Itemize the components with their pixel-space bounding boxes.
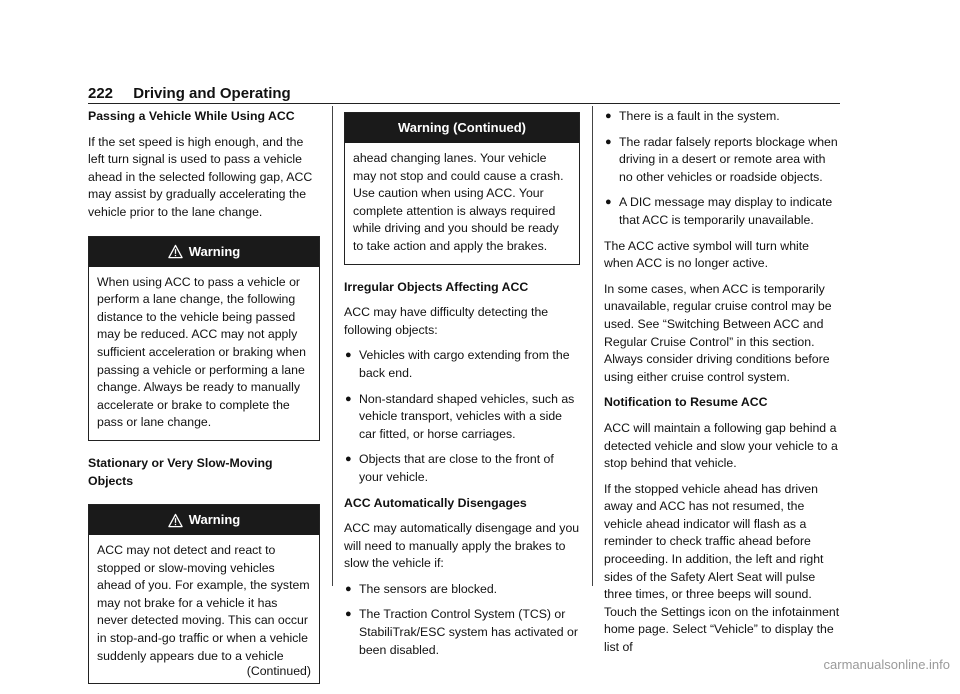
bullet-icon: ● (345, 608, 352, 621)
list-item (344, 606, 580, 659)
warning-title: Warning (188, 512, 241, 528)
continued-label: (Continued) (246, 664, 311, 679)
list-item-text: The Traction Control System (TCS) or StabiliTrak/ESC system has activated or been disabled. (359, 607, 578, 657)
bullet-icon: ● (605, 135, 612, 148)
list-item (344, 581, 580, 599)
paragraph-symbol: The ACC active symbol will turn white when ACC is no longer active. (604, 238, 810, 271)
list-item-text: A DIC message may display to indicate that ACC is temporarily unavailable. (619, 195, 833, 227)
warning-body (345, 143, 579, 264)
warning-title: Warning (Continued) (397, 120, 527, 135)
list-irregular (344, 347, 580, 486)
list-item (344, 347, 580, 382)
warning-triangle-icon (168, 513, 183, 528)
page-header (88, 84, 840, 104)
bullet-icon: ● (605, 110, 612, 122)
bullet-icon: ● (345, 453, 352, 466)
bullet-icon: ● (345, 582, 352, 595)
heading-irregular: Irregular Objects Affecting ACC (344, 279, 529, 294)
heading-notification: Notification to Resume ACC (604, 395, 768, 410)
heading-stationary: Stationary or Very Slow-Moving Objects (88, 455, 273, 488)
bullet-icon: ● (345, 392, 352, 405)
bullet-icon: ● (345, 349, 352, 362)
column-3 (604, 108, 840, 665)
list-item-text: There is a fault in the system. (619, 109, 780, 123)
list-item (604, 194, 840, 229)
warning-box-stationary (88, 504, 320, 684)
heading-passing: Passing a Vehicle While Using ACC (88, 109, 295, 123)
list-item-text: The radar falsely reports blockage when driving in a desert or remote area with no other vehicles or roadside objects. (619, 134, 838, 184)
warning-header (345, 113, 579, 143)
warning-triangle-icon (168, 244, 183, 259)
warning-body (89, 535, 319, 683)
bullet-icon: ● (605, 196, 612, 209)
list-item (344, 451, 580, 486)
warning-title: Warning (188, 243, 241, 259)
watermark: carmanualsonline.info (823, 657, 950, 672)
list-item (344, 391, 580, 444)
list-item-text: Vehicles with cargo extending from the back end. (359, 348, 570, 380)
list-item-text: Objects that are close to the front of your vehicle. (359, 452, 554, 484)
list-item-text: Non-standard shaped vehicles, such as vehicle transport, vehicles with a side car fitted, or horse carriages. (359, 391, 575, 441)
column-divider-1 (332, 106, 333, 586)
column-1 (88, 108, 320, 694)
paragraph-irregular: ACC may have difficulty detecting the following objects: (344, 305, 549, 337)
list-item (604, 108, 840, 126)
section-title: Driving and Operating (133, 85, 291, 102)
list-disengage (344, 581, 580, 659)
column-divider-2 (592, 106, 593, 586)
list-item-text: The sensors are blocked. (359, 581, 498, 596)
paragraph-passing: If the set speed is high enough, and the left turn signal is used to pass a vehicle ahead in the selected following gap, ACC may assist by gradually accelerating the vehicle prior to the lane change. (88, 134, 313, 219)
paragraph-disengage: ACC may automatically disengage and you will need to manually apply the brakes to slow the vehicle if: (344, 521, 580, 571)
warning-text: When using ACC to pass a vehicle or perform a lane change, the following distance to the vehicle being passed may be reduced. ACC may not apply sufficient acceleration or braking when passing a vehicle or performing a lane change. Always be ready to manually accelerate or brake to complete the pass or lane change. (97, 274, 306, 430)
paragraph-maintain: ACC will maintain a following gap behind a detected vehicle and slow your vehicle to a stop behind that vehicle. (604, 420, 838, 471)
list-disengage-continued (604, 108, 840, 230)
heading-disengage: ACC Automatically Disengages (344, 495, 527, 510)
warning-box-continued (344, 112, 580, 265)
paragraph-cases: In some cases, when ACC is temporarily unavailable, regular cruise control may be used. See “Switching Between ACC and Regular Cruise Control” in this section. Always consider driving conditions before using either cruise control system. (604, 281, 832, 384)
warning-text: ACC may not detect and react to stopped or slow-moving vehicles ahead of you. For example, the system may not brake for a vehicle it has never detected moving. This can occur in stop-and-go traffic or when a vehicle suddenly appears due to a vehicle (97, 543, 310, 663)
list-item (604, 134, 840, 187)
column-2 (344, 108, 580, 667)
paragraph-stopped: If the stopped vehicle ahead has driven away and ACC has not resumed, the vehicle ahead indicator will flash as a reminder to check traffic ahead before proceeding. In addition, the left and right sides of the Safety Alert Seat will pulse three times, or three beeps will sound. Touch the Settings icon on the infotainment home page. Select “Vehicle” to display the list of (604, 481, 840, 655)
warning-header (89, 237, 319, 267)
warning-text: ahead changing lanes. Your vehicle may not stop and could cause a crash. Use caution when using ACC. Your complete attention is always required while driving and you should be ready to take action and apply the brakes. (353, 151, 564, 253)
header-rule (88, 103, 840, 104)
page-number: 222 (88, 85, 114, 102)
warning-body (89, 267, 319, 440)
warning-box-passing (88, 236, 320, 441)
warning-header (89, 505, 319, 535)
